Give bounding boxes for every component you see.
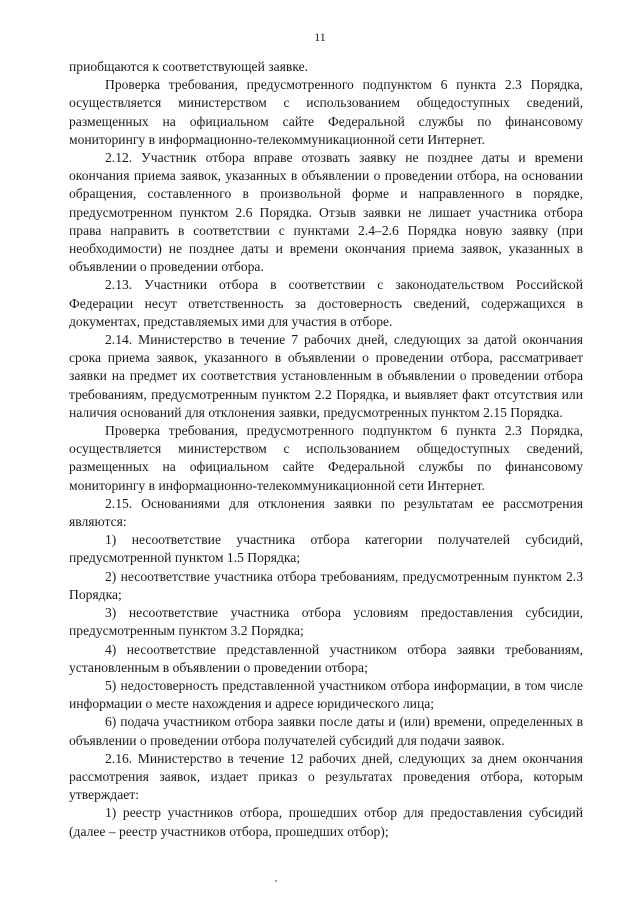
list-item: 4) несоответствие представленной участником отбора заявки требованиям, установленным в объявлении о проведении отбора; (69, 641, 583, 675)
page-number: 11 (314, 30, 326, 44)
paragraph: 2.13. Участники отбора в соответствии с законодательством Российской Федерации несут ответственность за достоверность сведений, содержащихся в документах, представляемых ими для участия в отборе. (69, 277, 583, 329)
list-item: 5) недостоверность представленной участником отбора информации, в том числе информации о месте нахождения и адресе юридического лица; (69, 677, 583, 712)
list-item: 1) несоответствие участника отбора категории получателей субсидий, предусмотренной пунктом 1.5 Порядка; (69, 532, 583, 566)
paragraph: 2.14. Министерство в течение 7 рабочих дней, следующих за датой окончания срока приема заявок, указанного в объявлении о проведении отбора, рассматривает заявки на предмет их соответствия установленным в объявлении о проведении отбора требованиям, предусмотренным пунктом 2.2 Порядка, и выявляет факт отсутствия или наличия оснований для отклонения заявки, предусмотренных пунктом 2.15 Порядка. (69, 332, 583, 420)
document-body (69, 58, 583, 841)
paragraph: 2.16. Министерство в течение 12 рабочих дней, следующих за днем окончания рассмотрения заявок, издает приказ о результатах проведения отбора, которым утверждает: (69, 750, 583, 803)
paragraph: 2.12. Участник отбора вправе отозвать заявку не позднее даты и времени окончания приема заявок, указанных в объявлении о проведении отбора, на основании обращения, составленного в произвольной форме и направленного в порядке, предусмотренном пунктом 2.6 Порядка. Отзыв заявки не лишает участника отбора права направить в соответствии с пунктами 2.4–2.6 Порядка новую заявку (при необходимости) не позднее даты и времени окончания приема заявок, указанных в объявлении о проведении отбора. (69, 150, 583, 275)
paragraph: Проверка требования, предусмотренного подпунктом 6 пункта 2.3 Порядка, осуществляется министерством с использованием общедоступных сведений, размещенных на официальном сайте Федеральной службы по финансовому мониторингу в информационно-телекоммуникационной сети Интернет. (69, 423, 583, 493)
list-item: 1) реестр участников отбора, прошедших отбор для предоставления субсидий (далее – реестр участников отбора, прошедших отбор); (69, 805, 583, 839)
paragraph: приобщаются к соответствующей заявке. (69, 59, 309, 74)
list-item: 3) несоответствие участника отбора условиям предоставления субсидии, предусмотренным пунктом 3.2 Порядка; (69, 605, 583, 639)
paragraph: Проверка требования, предусмотренного подпунктом 6 пункта 2.3 Порядка, осуществляется министерством с использованием общедоступных сведений, размещенных на официальном сайте Федеральной службы по финансовому мониторингу в информационно-телекоммуникационной сети Интернет. (69, 77, 583, 147)
list-item: 6) подача участником отбора заявки после даты и (или) времени, определенных в объявлении о проведении отбора получателей субсидий для подачи заявок. (69, 714, 583, 748)
paragraph: 2.15. Основаниями для отклонения заявки по результатам ее рассмотрения являются: (69, 495, 583, 530)
scan-mark (275, 880, 277, 882)
list-item: 2) несоответствие участника отбора требованиям, предусмотренным пунктом 2.3 Порядка; (69, 568, 583, 602)
